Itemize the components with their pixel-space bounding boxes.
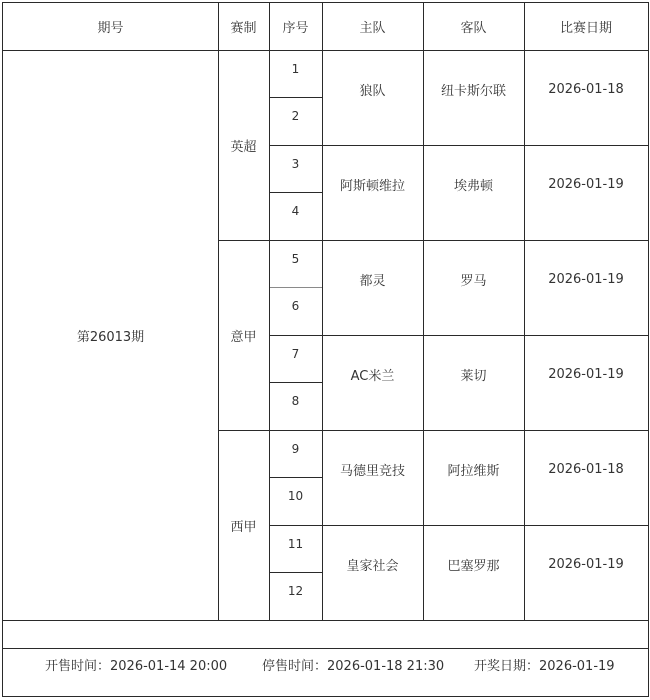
header-seq: 序号 [282, 20, 309, 36]
grid-line [2, 50, 649, 51]
league-cell: 西甲 [230, 519, 257, 535]
header-league: 赛制 [230, 20, 257, 36]
seq-cell: 11 [287, 537, 304, 551]
home-team: 皇家社会 [346, 558, 399, 574]
seq-cell: 2 [291, 109, 300, 123]
grid-line [269, 97, 322, 98]
sale-start-time: 开售时间：2026-01-14 20:00 [45, 659, 228, 674]
seq-cell: 6 [291, 299, 300, 313]
header-period: 期号 [97, 20, 124, 36]
seq-cell: 3 [291, 157, 300, 171]
match-date: 2026-01-18 [548, 461, 624, 477]
grid-line [218, 430, 649, 431]
draw-date: 开奖日期：2026-01-19 [474, 659, 615, 674]
away-team: 埃弗顿 [453, 178, 493, 194]
home-team: 狼队 [359, 83, 386, 99]
grid-line [2, 620, 649, 621]
home-team: AC米兰 [350, 368, 395, 384]
grid-line [269, 477, 322, 478]
grid-line [218, 2, 219, 620]
sale-stop-time: 停售时间：2026-01-18 21:30 [262, 659, 445, 674]
match-date: 2026-01-19 [548, 366, 624, 382]
league-cell: 英超 [230, 139, 257, 155]
away-team: 罗马 [460, 273, 487, 289]
home-team: 都灵 [359, 273, 386, 289]
grid-line [2, 696, 649, 697]
header-away: 客队 [460, 20, 487, 36]
seq-cell: 8 [291, 394, 300, 408]
away-team: 纽卡斯尔联 [440, 83, 506, 99]
seq-cell: 10 [287, 489, 304, 503]
seq-cell: 4 [291, 204, 300, 218]
grid-line [524, 2, 525, 620]
match-date: 2026-01-19 [548, 556, 624, 572]
grid-line [218, 240, 649, 241]
grid-line [269, 287, 322, 288]
grid-line [269, 2, 270, 620]
seq-cell: 7 [291, 347, 300, 361]
match-date: 2026-01-19 [548, 271, 624, 287]
grid-line [2, 2, 3, 697]
league-cell: 意甲 [230, 329, 257, 345]
grid-line [269, 192, 322, 193]
seq-cell: 5 [291, 252, 300, 266]
period-value: 第26013期 [76, 329, 145, 345]
match-date: 2026-01-19 [548, 176, 624, 192]
away-team: 巴塞罗那 [447, 558, 500, 574]
header-date: 比赛日期 [559, 20, 612, 36]
home-team: 阿斯顿维拉 [339, 178, 405, 194]
home-team: 马德里竞技 [339, 463, 405, 479]
grid-line [2, 2, 649, 3]
seq-cell: 9 [291, 442, 300, 456]
grid-line [269, 525, 649, 526]
grid-line [423, 2, 424, 620]
grid-line [269, 572, 322, 573]
grid-line [648, 2, 649, 697]
header-home: 主队 [359, 20, 386, 36]
grid-line [322, 2, 323, 620]
seq-cell: 1 [291, 62, 300, 76]
away-team: 阿拉维斯 [447, 463, 500, 479]
grid-line [2, 648, 649, 649]
seq-cell: 12 [287, 584, 304, 598]
grid-line [269, 145, 649, 146]
grid-line [269, 335, 649, 336]
match-date: 2026-01-18 [548, 81, 624, 97]
away-team: 莱切 [460, 368, 487, 384]
grid-line [269, 382, 322, 383]
